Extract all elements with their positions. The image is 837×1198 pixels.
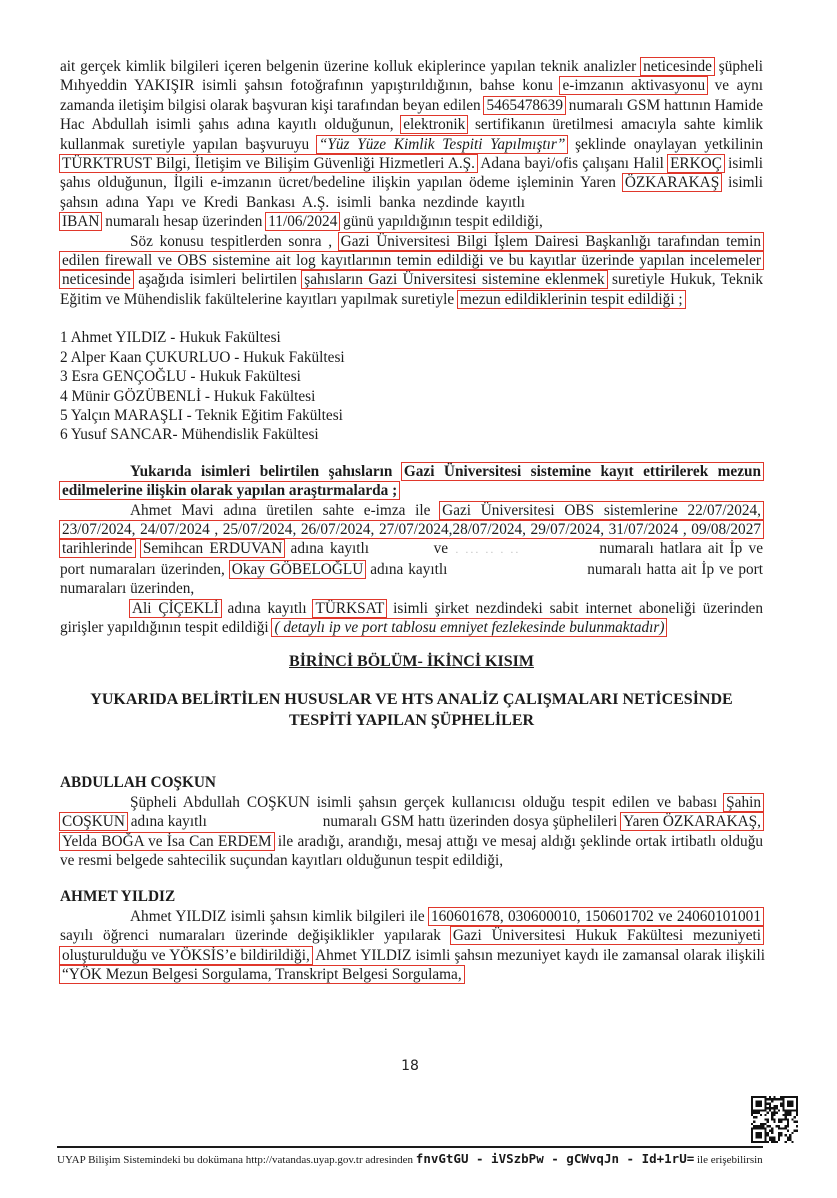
text-segment: numaralı GSM hattı üzerinden dosya şüphelileri [318,813,622,831]
text-segment: adına kayıtlı [126,813,207,831]
text-segment: Şüpheli Abdullah COŞKUN isimli şahsın gerçek kullanıcısı olduğu tespit edilen ve babası [130,793,725,811]
list-item: 5 Yalçın MARAŞLI - Teknik Eğitim Fakültesi [60,406,343,424]
list-item: 3 Esra GENÇOĞLU - Hukuk Fakültesi [60,368,301,386]
text-segment: isimli şahıs olduğunun, İlgili e-imzanın ücret/bedeline ilişkin yapılan ödeme işleminin Yaren [60,155,763,192]
text-segment: adına kayıtlı [220,599,314,617]
text-segment: adına kayıtlı [365,560,448,578]
footer-access-suffix: ile erişebilirsin [694,1154,763,1166]
text-segment: numaralı hatta ait İp ve port numaraları üzerinden, [60,560,763,598]
text-segment: aşağıda isimleri belirtilen [132,271,303,289]
list-item: 6 Yusuf SANCAR- Mühendislik Fakültesi [60,426,319,444]
red-box-annotation: Yaren ÖZKARAKAŞ, Yelda BOĞA ve İsa Can ERDEM [59,812,764,850]
spacer [60,672,763,689]
para-ali-cicekli [60,599,763,638]
text-segment: Ahmet YILDIZ isimli şahsın mezuniyet kaydı ile zamansal olarak ilişkili [311,946,765,964]
spacer [60,309,763,328]
redaction-gap [207,825,319,826]
text-segment: numaralı hatlara ait İp ve port numaraları üzerinden, [60,540,763,578]
spacer [60,731,763,773]
text-segment: Ahmet YILDIZ isimli şahsın kimlik bilgileri ile [130,907,429,925]
text-segment: ait gerçek kimlik bilgileri içeren belgenin üzerine kolluk ekiplerince yapılan teknik analizler [60,58,642,75]
red-box-annotation: ÖZKARAKAŞ [622,173,722,192]
text-segment: ile aradığı, arandığı, mesaj attığı ve mesaj aldığı şeklinde ortak irtibatlı olduğu ve resmi belgede sahtecilik suçundan kayıtları olduğunun tespit edildiği, [60,832,763,869]
text-segment: Adana bayi/ofis çalışanı Halil [477,155,669,173]
page-number: 18 [401,1058,419,1074]
text-segment: ve [427,540,449,558]
red-box-annotation: 11/06/2024 [265,212,340,231]
suspect-heading-ahmet-yildiz: AHMET YILDIZ [60,888,176,906]
red-box-annotation: IBAN [59,212,102,231]
footer-access-code: fnvGtGU - iVSzbPw - gCWvqJn - Id+1rU= [415,1151,695,1166]
red-box-annotation: 160601678, 030600010, 150601702 ve 24060101001 [428,907,764,926]
red-box-annotation: “Yüz Yüze Kimlik Tespiti Yapılmıştır” [316,135,569,154]
spacer [60,445,763,462]
red-box-annotation: şahısların Gazi Üniversitesi sistemine eklenmek [301,270,607,289]
text-segment: ve aynı zamanda iletişim bilgisi olarak başvuran kişi tarafından beyan edilen [60,77,763,114]
footer [57,1151,837,1166]
text-segment: sertifikanın üretilmesi amacıyla sahte kimlik kullanmak suretiyle yapılan başvuruyu [60,116,763,153]
text-segment: Ahmet Mavi adına üretilen sahte e-imza ile [130,501,441,519]
text-segment: isimli şahsın adına Yapı ve Kredi Bankası A.Ş. isimli banka nezdinde kayıtlı [60,174,763,211]
red-box-annotation: Gazi Üniversitesi Hukuk Fakültesi mezuniyeti oluşturulduğu ve YÖKSİS’e bildirildiği, [59,926,764,964]
text-segment: şüpheli Mıhyeddin YAKIŞIR isimli şahsın fotoğrafının yapıştırıldığının, bahse konu [60,58,763,95]
subsection-heading: YUKARIDA BELİRTİLEN HUSUSLAR VE HTS ANALİZ ÇALIŞMALARI NETİCESİNDE TESPİTİ YAPILAN ŞÜPHELİLER [90,691,733,730]
red-box-annotation: ERKOÇ [667,154,725,173]
text-segment: sayılı öğrenci numaraları üzerinde değişiklikler yapılarak [60,927,451,945]
text-segment: numaralı GSM hattının Hamide Hac Abdullah isimli şahıs adına kayıtlı olduğunun, [60,96,763,134]
list-item: 2 Alper Kaan ÇUKURLUO - Hukuk Fakültesi [60,348,345,366]
red-box-annotation: elektronik [400,115,468,134]
red-box-annotation: TÜRKTRUST Bilgi, İletişim ve Bilişim Güvenliği Hizmetleri A.Ş. [59,154,478,173]
text-segment: suretiyle Hukuk, Teknik Eğitim ve Mühendislik fakültelerine kayıtları yapılmak suretiyle [60,271,763,308]
red-box-annotation: 5465478639 [483,96,565,115]
redaction-gap [525,206,763,207]
redaction-gap [448,552,593,553]
document-body [60,57,763,984]
red-box-annotation: e-imzanın aktivasyonu [559,76,708,95]
footer-divider [57,1146,763,1148]
para-gazi-logs [60,232,763,310]
red-box-annotation: Gazi Üniversitesi sistemine kayıt ettirilerek mezun edilmelerine ilişkin olarak yapılan araştırmalarda ; [59,462,764,500]
footer-access-text: UYAP Bilişim Sistemindeki bu dokümana http://vatandas.uyap.gov.tr adresinden [57,1154,416,1166]
red-box-annotation: Gazi Üniversitesi Bilgi İşlem Dairesi Başkanlığı tarafından temin edilen firewall ve OBS sistemine ait log kayıtlarının temin edildiği ve bu kayıtlar üzerinde yapılan incelemeler neticesinde [59,232,764,290]
para-research-intro [60,462,763,501]
text-segment: günü yapıldığının tespit edildiği, [339,213,543,231]
spacer [60,870,763,887]
spacer [60,637,763,651]
para-identity-findings [60,57,763,232]
red-box-annotation: Ali ÇİÇEKLİ [129,599,222,618]
para-abdullah-coskun [60,793,763,871]
red-box-annotation: neticesinde [640,57,715,76]
qr-code [751,1096,798,1143]
red-box-annotation: Gazi Üniversitesi OBS sistemlerine 22/07/2024, 23/07/2024, 24/07/2024 , 25/07/2024, 26/07/2024, 27/07/2024,28/07/2024, 29/07/2024, 31/07/2024 , 09/08/2027 tarihlerinde [59,501,764,559]
para-ahmet-yildiz [60,907,763,985]
text-segment: Söz konusu tespitlerden sonra , [130,232,339,250]
red-box-annotation: mezun edildiklerinin tespit edildiği ; [457,290,686,309]
section-heading-text: BİRİNCİ BÖLÜM- İKİNCİ KISIM [289,653,534,671]
text-segment: isimli şirket nezdindeki sabit internet aboneliği üzerinden girişler yapıldığının tespit edildiği [60,599,763,636]
text-segment: şeklinde onaylayan yetkilinin [567,135,763,153]
redaction-gap: . . ... .. . .. [445,542,521,557]
red-box-annotation: Okay GÖBELOĞLU [229,560,367,579]
text-segment: adına kayıtlı [284,540,376,558]
text-segment: Yukarıda isimleri belirtilen şahısların [130,462,402,480]
red-box-annotation: Semihcan ERDUVAN [140,539,285,558]
para-ahmet-mavi [60,501,763,599]
red-box-annotation: ( detaylı ip ve port tablosu emniyet fezlekesinde bulunmaktadır) [271,618,667,637]
red-box-annotation: “YÖK Mezun Belgesi Sorgulama, Transkript Belgesi Sorgulama, [59,965,465,984]
list-item: 1 Ahmet YILDIZ - Hukuk Fakültesi [60,329,281,347]
suspect-heading-abdullah-coskun: ABDULLAH COŞKUN [60,774,216,792]
list-item: 4 Münir GÖZÜBENLİ - Hukuk Fakültesi [60,387,316,405]
red-box-annotation: Şahin COŞKUN [59,793,764,831]
red-box-annotation: TÜRKSAT [312,599,387,618]
redaction-gap [447,573,582,574]
text-segment: numaralı hesap üzerinden [101,213,267,231]
section-heading [60,651,763,672]
